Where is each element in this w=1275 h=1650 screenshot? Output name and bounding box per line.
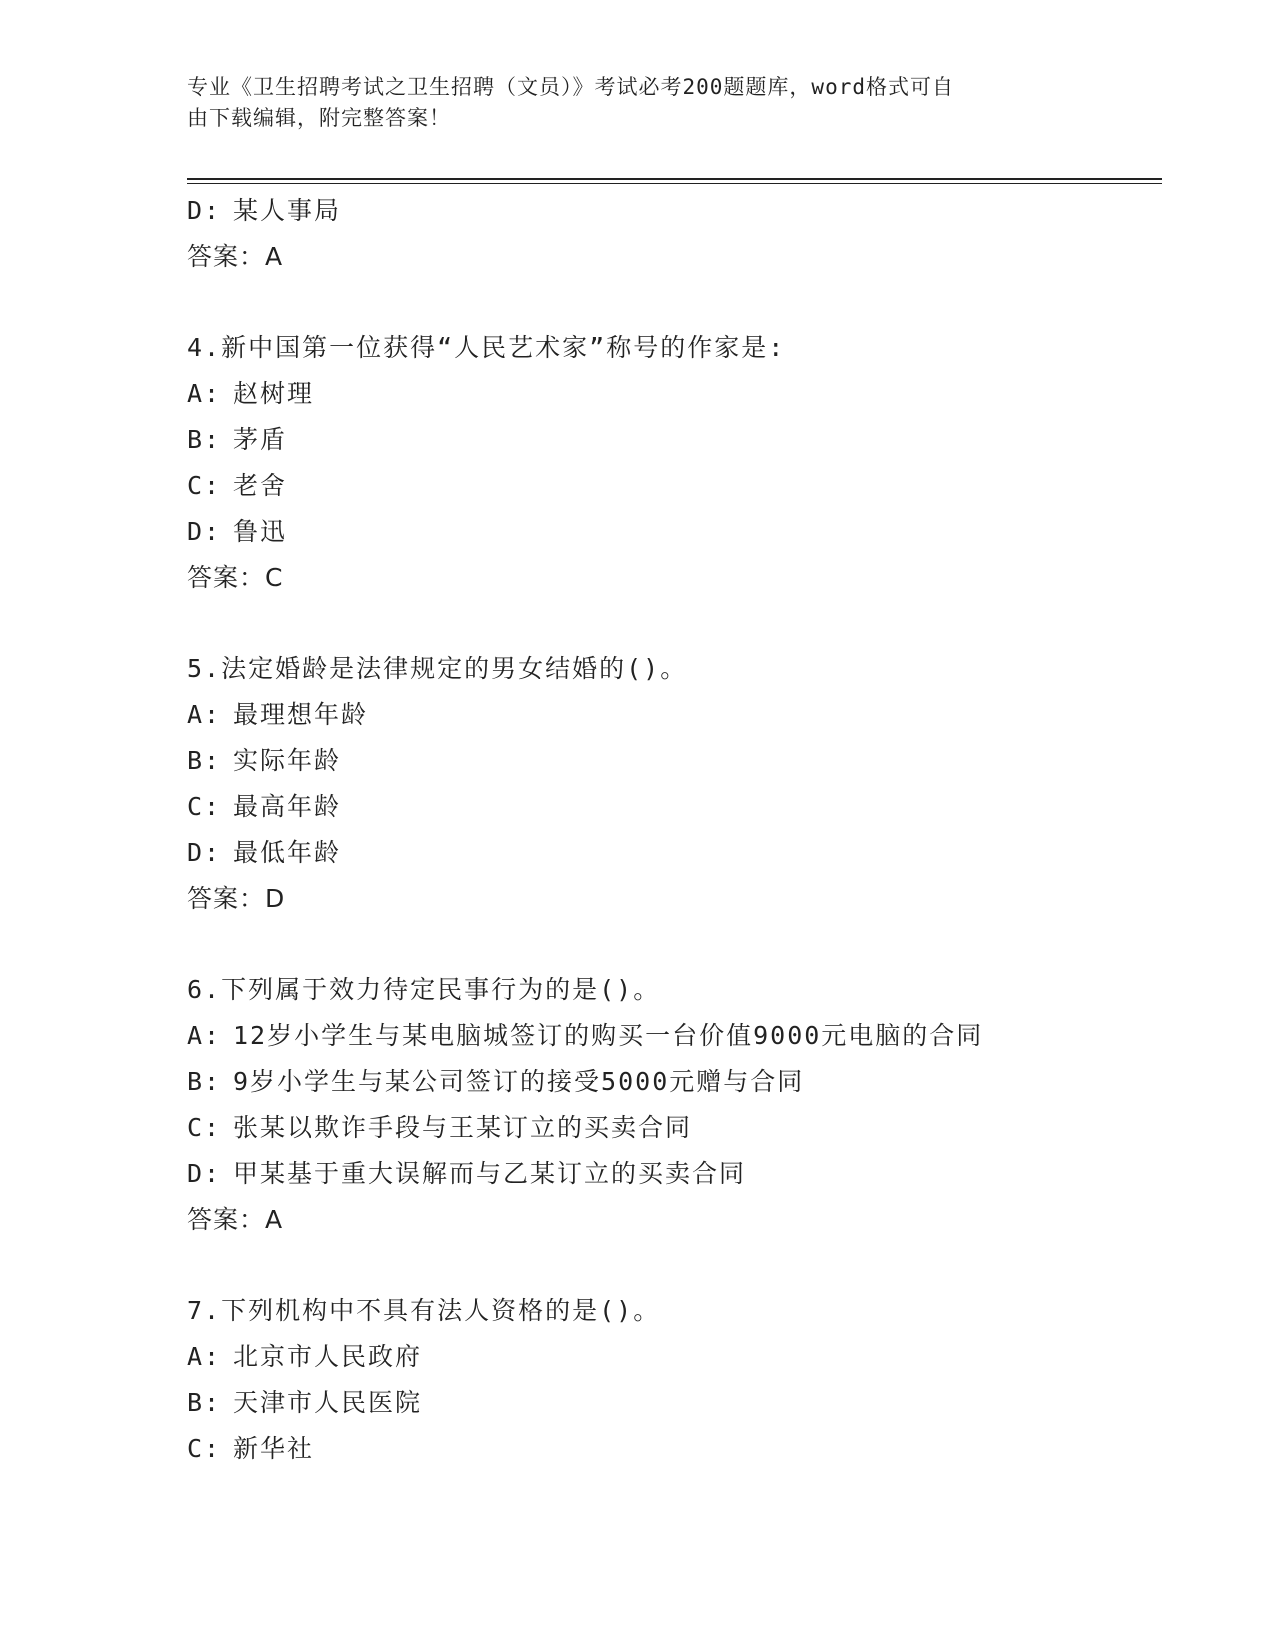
option-c [187, 463, 1187, 509]
option-label: A: [187, 1021, 222, 1050]
option-label: D: [187, 1159, 222, 1188]
question-stem: 7.下列机构中不具有法人资格的是()。 [187, 1296, 661, 1325]
header-divider-thin [187, 183, 1162, 184]
option-label: B: [187, 1388, 222, 1417]
option-d [187, 188, 1187, 234]
option-a [187, 692, 1187, 738]
option-text: 9岁小学生与某公司签订的接受5000元赠与合同 [233, 1067, 805, 1096]
option-c [187, 784, 1187, 830]
option-label: B: [187, 1067, 222, 1096]
option-d [187, 1151, 1187, 1197]
option-text: 老舍 [233, 471, 288, 500]
option-label: D: [187, 196, 222, 225]
question-content [187, 188, 1187, 1472]
option-text: 实际年龄 [233, 746, 342, 775]
option-text: 茅盾 [233, 425, 288, 454]
option-d [187, 830, 1187, 876]
option-text: 新华社 [233, 1434, 315, 1463]
option-label: A: [187, 700, 222, 729]
answer-line: 答案：A [187, 1205, 284, 1234]
option-text: 甲某基于重大误解而与乙某订立的买卖合同 [233, 1159, 747, 1188]
option-text: 最低年龄 [233, 838, 342, 867]
spacer [187, 280, 1187, 325]
option-a [187, 1334, 1187, 1380]
answer-line: 答案：C [187, 563, 284, 592]
option-d [187, 509, 1187, 555]
option-a [187, 371, 1187, 417]
answer-line: 答案：D [187, 884, 286, 913]
option-label: B: [187, 746, 222, 775]
option-a [187, 1013, 1187, 1059]
answer-line: 答案：A [187, 242, 284, 271]
option-c [187, 1426, 1187, 1472]
header-divider-thick [187, 178, 1162, 180]
option-text: 赵树理 [233, 379, 315, 408]
option-label: A: [187, 1342, 222, 1371]
option-label: C: [187, 1434, 222, 1463]
option-text: 12岁小学生与某电脑城签订的购买一台价值9000元电脑的合同 [233, 1021, 984, 1050]
header-line-1: 专业《卫生招聘考试之卫生招聘（文员）》考试必考200题题库，word格式可自 [187, 75, 954, 99]
option-label: B: [187, 425, 222, 454]
option-text: 天津市人民医院 [233, 1388, 423, 1417]
question-stem: 5.法定婚龄是法律规定的男女结婚的()。 [187, 654, 688, 683]
option-label: C: [187, 792, 222, 821]
spacer [187, 601, 1187, 646]
option-text: 最理想年龄 [233, 700, 369, 729]
option-text: 张某以欺诈手段与王某订立的买卖合同 [233, 1113, 693, 1142]
option-b [187, 417, 1187, 463]
question-stem: 4.新中国第一位获得“人民艺术家”称号的作家是: [187, 333, 786, 362]
option-text: 最高年龄 [233, 792, 342, 821]
option-c [187, 1105, 1187, 1151]
option-b [187, 1059, 1187, 1105]
question-stem: 6.下列属于效力待定民事行为的是()。 [187, 975, 661, 1004]
spacer [187, 922, 1187, 967]
option-b [187, 1380, 1187, 1426]
document-header [187, 72, 1067, 134]
option-label: A: [187, 379, 222, 408]
option-b [187, 738, 1187, 784]
option-label: C: [187, 471, 222, 500]
spacer [187, 1243, 1187, 1288]
option-label: C: [187, 1113, 222, 1142]
option-text: 北京市人民政府 [233, 1342, 423, 1371]
option-text: 鲁迅 [233, 517, 288, 546]
option-label: D: [187, 517, 222, 546]
header-line-2: 由下载编辑，附完整答案！ [187, 106, 451, 130]
option-label: D: [187, 838, 222, 867]
option-text: 某人事局 [233, 196, 342, 225]
